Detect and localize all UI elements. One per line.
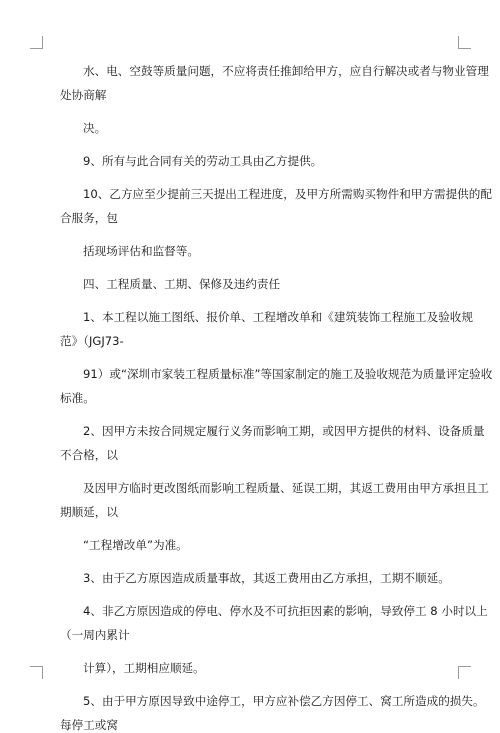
text-line: “工程增改单”为准。 (83, 538, 188, 552)
text-line: 10、乙方应至少提前三天提出工程进度，及甲方所需购买物件和甲方需提供的配 (83, 187, 492, 201)
text-line: 水、电、空鼓等质量问题，不应将责任推卸给甲方，应自行解决或者与物业管理 (83, 64, 489, 78)
text-line: 处协商解 (60, 88, 107, 102)
text-line: 合服务，包 (60, 211, 118, 225)
text-line: 范》（JGJ73- (60, 334, 124, 348)
text-line: 1、本工程以施工图纸、报价单、工程增改单和《建筑装饰工程施工及验收规 (83, 310, 473, 324)
text-line: 每停工或窝 (60, 718, 118, 732)
text-line: 不合格，以 (60, 448, 118, 462)
text-line: 2、因甲方未按合同规定履行义务而影响工期，或因甲方提供的材料、设备质量 (83, 424, 485, 438)
text-line: 括现场评估和监督等。 (83, 244, 199, 258)
text-line: 决。 (83, 121, 107, 135)
crop-mark-bottom-left (30, 666, 43, 679)
text-line: 计算），工期相应顺延。 (83, 661, 205, 675)
document-body (60, 64, 493, 733)
text-line: 5、由于甲方原因导致中途停工，甲方应补偿乙方因停工、窝工所造成的损失。 (83, 694, 485, 708)
crop-mark-top-left (30, 36, 43, 49)
section-heading: 四、工程质量、工期、保修及违约责任 (83, 277, 281, 291)
text-line: 标准。 (60, 391, 95, 405)
crop-mark-bottom-right (458, 666, 471, 679)
text-line: 期顺延，以 (60, 505, 118, 519)
text-line: 及因甲方临时更改图纸而影响工程质量、延误工期，其返工费用由甲方承担且工 (83, 481, 489, 495)
crop-mark-top-right (458, 36, 471, 49)
text-line: 9、所有与此合同有关的劳动工具由乙方提供。 (83, 154, 323, 168)
text-line: 3、由于乙方原因造成质量事故，其返工费用由乙方承担，工期不顺延。 (83, 571, 450, 585)
text-line: 4、非乙方原因造成的停电、停水及不可抗拒因素的影响，导致停工 8 小时以上 (83, 604, 488, 618)
text-line: （一周内累计 (60, 628, 130, 642)
text-line: 91）或“深圳市家装工程质量标准”等国家制定的施工及验收规范为质量评定验收 (83, 367, 493, 381)
